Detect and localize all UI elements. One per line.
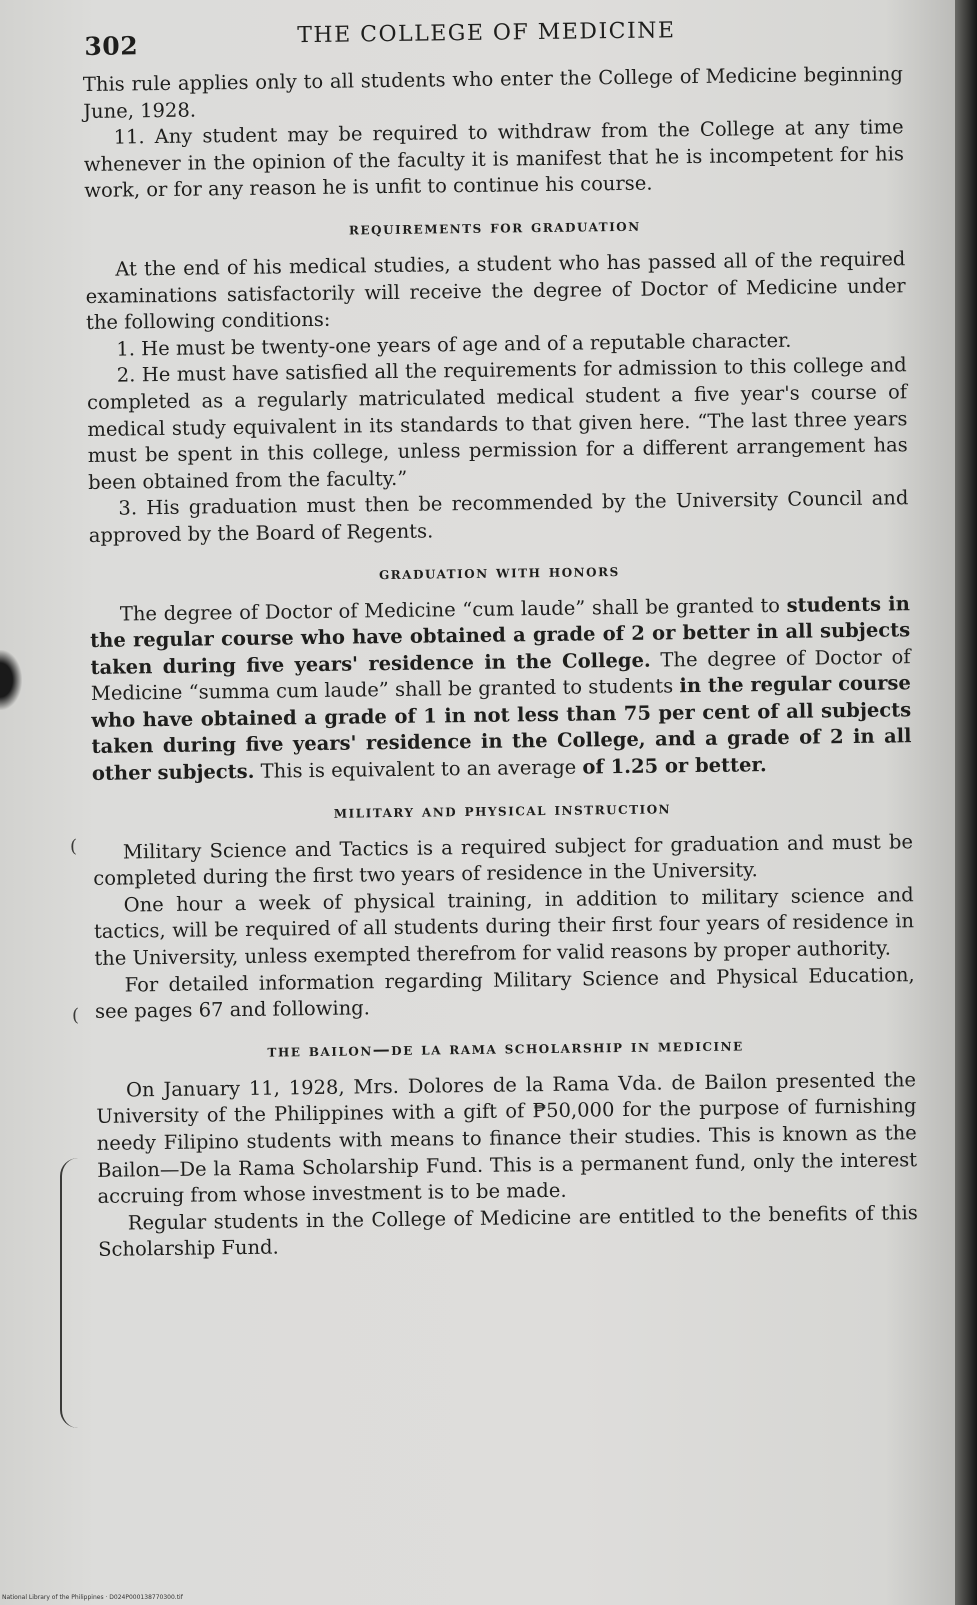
honors-text-3: The degree of Doctor of Medicine “summa cum laude” shall be granted to students (90, 644, 911, 706)
honors-text-1: The degree of Doctor of Medicine “cum laude” shall be granted to (119, 593, 787, 626)
margin-mark: ( (70, 836, 78, 857)
intro-paragraph-1: This rule applies only to all students who enter the College of Medicine beginning June, 1928. (82, 62, 904, 123)
honors-heading: graduation with honors (378, 560, 620, 584)
margin-mark: ( (72, 1005, 80, 1026)
military-heading: military and physical instruction (333, 798, 672, 823)
page-number: 302 (84, 31, 139, 61)
requirement-1: 1. He must be twenty-one years of age and of a reputable character. (116, 328, 792, 361)
scholarship-paragraph-2: Regular students in the College of Medicine are entitled to the benefits of this Scholarship Fund. (98, 1200, 918, 1262)
requirements-heading: requirements for graduation (348, 215, 641, 240)
scholarship-heading: the bailon—de la rama scholarship in medicine (267, 1035, 744, 1062)
running-head: THE COLLEGE OF MEDICINE (297, 18, 676, 49)
honors-paragraph (90, 591, 912, 788)
military-paragraph-3: For detailed information regarding Military Science and Physical Education, see pages 67 and following. (94, 962, 915, 1024)
honors-text-5: This is equivalent to an average (254, 755, 583, 783)
military-paragraph-2: One hour a week of physical training, in addition to military science and tactics, will be required of all students during their first four years of residence in the University, unless exempted therefrom for valid reasons by proper authority. (93, 883, 915, 970)
requirements-intro: At the end of his medical studies, a student who has passed all of the required examinations satisfactorily will receive the degree of Doctor of Medicine under the following conditions: (85, 247, 906, 335)
military-paragraph-1: Military Science and Tactics is a required subject for graduation and must be completed during the first two years of residence in the University. (93, 829, 914, 891)
honors-text-4: in the regular course who have obtained a grade of 1 in not less than 75 per cent of all subjects taken during five years' residence in the College, and a grade of 2 in all other subjects. (91, 671, 912, 785)
honors-text-2: students in the regular course who have obtained a grade of 2 or better in all subjects taken during five years' residence in the College. (90, 591, 911, 679)
margin-bracket-mark (60, 1158, 88, 1428)
page-content (82, 3, 918, 1264)
scan-footer: National Library of the Philippines · D024P000138770300.tif (2, 1594, 183, 1601)
rule-11-paragraph: 11. Any student may be required to withdraw from the College at any time whenever in the opinion of the faculty it is manifest that he is incompetent for his work, or for any reason he is unfit to continue his course. (83, 115, 905, 203)
page-header (82, 3, 903, 72)
honors-text-6: of 1.25 or better. (582, 753, 767, 779)
requirement-2: 2. He must have satisfied all the requirements for admission to this college and completed as a regularly matriculated medical student a five year's course of medical study equivalent in its standards to that given here. “The last three years must be spent in this college, unless permission for a different arrangement has been obtained from the faculty.” (86, 353, 908, 494)
requirement-3: 3. His graduation must then be recommended by the University Council and approved by the Board of Regents. (88, 486, 909, 547)
scholarship-paragraph-1: On January 11, 1928, Mrs. Dolores de la Rama Vda. de Bailon presented the University of the Philippines with a gift of ₱50,000 for the purpose of furnishing needy Filipino students with means to finance their studies. This is known as the Bailon—De la Rama Scholarship Fund. This is a permanent fund, only the interest accruing from whose investment is to be made. (96, 1067, 918, 1209)
book-spine-edge (955, 0, 977, 1605)
scan-shadow (0, 650, 22, 710)
